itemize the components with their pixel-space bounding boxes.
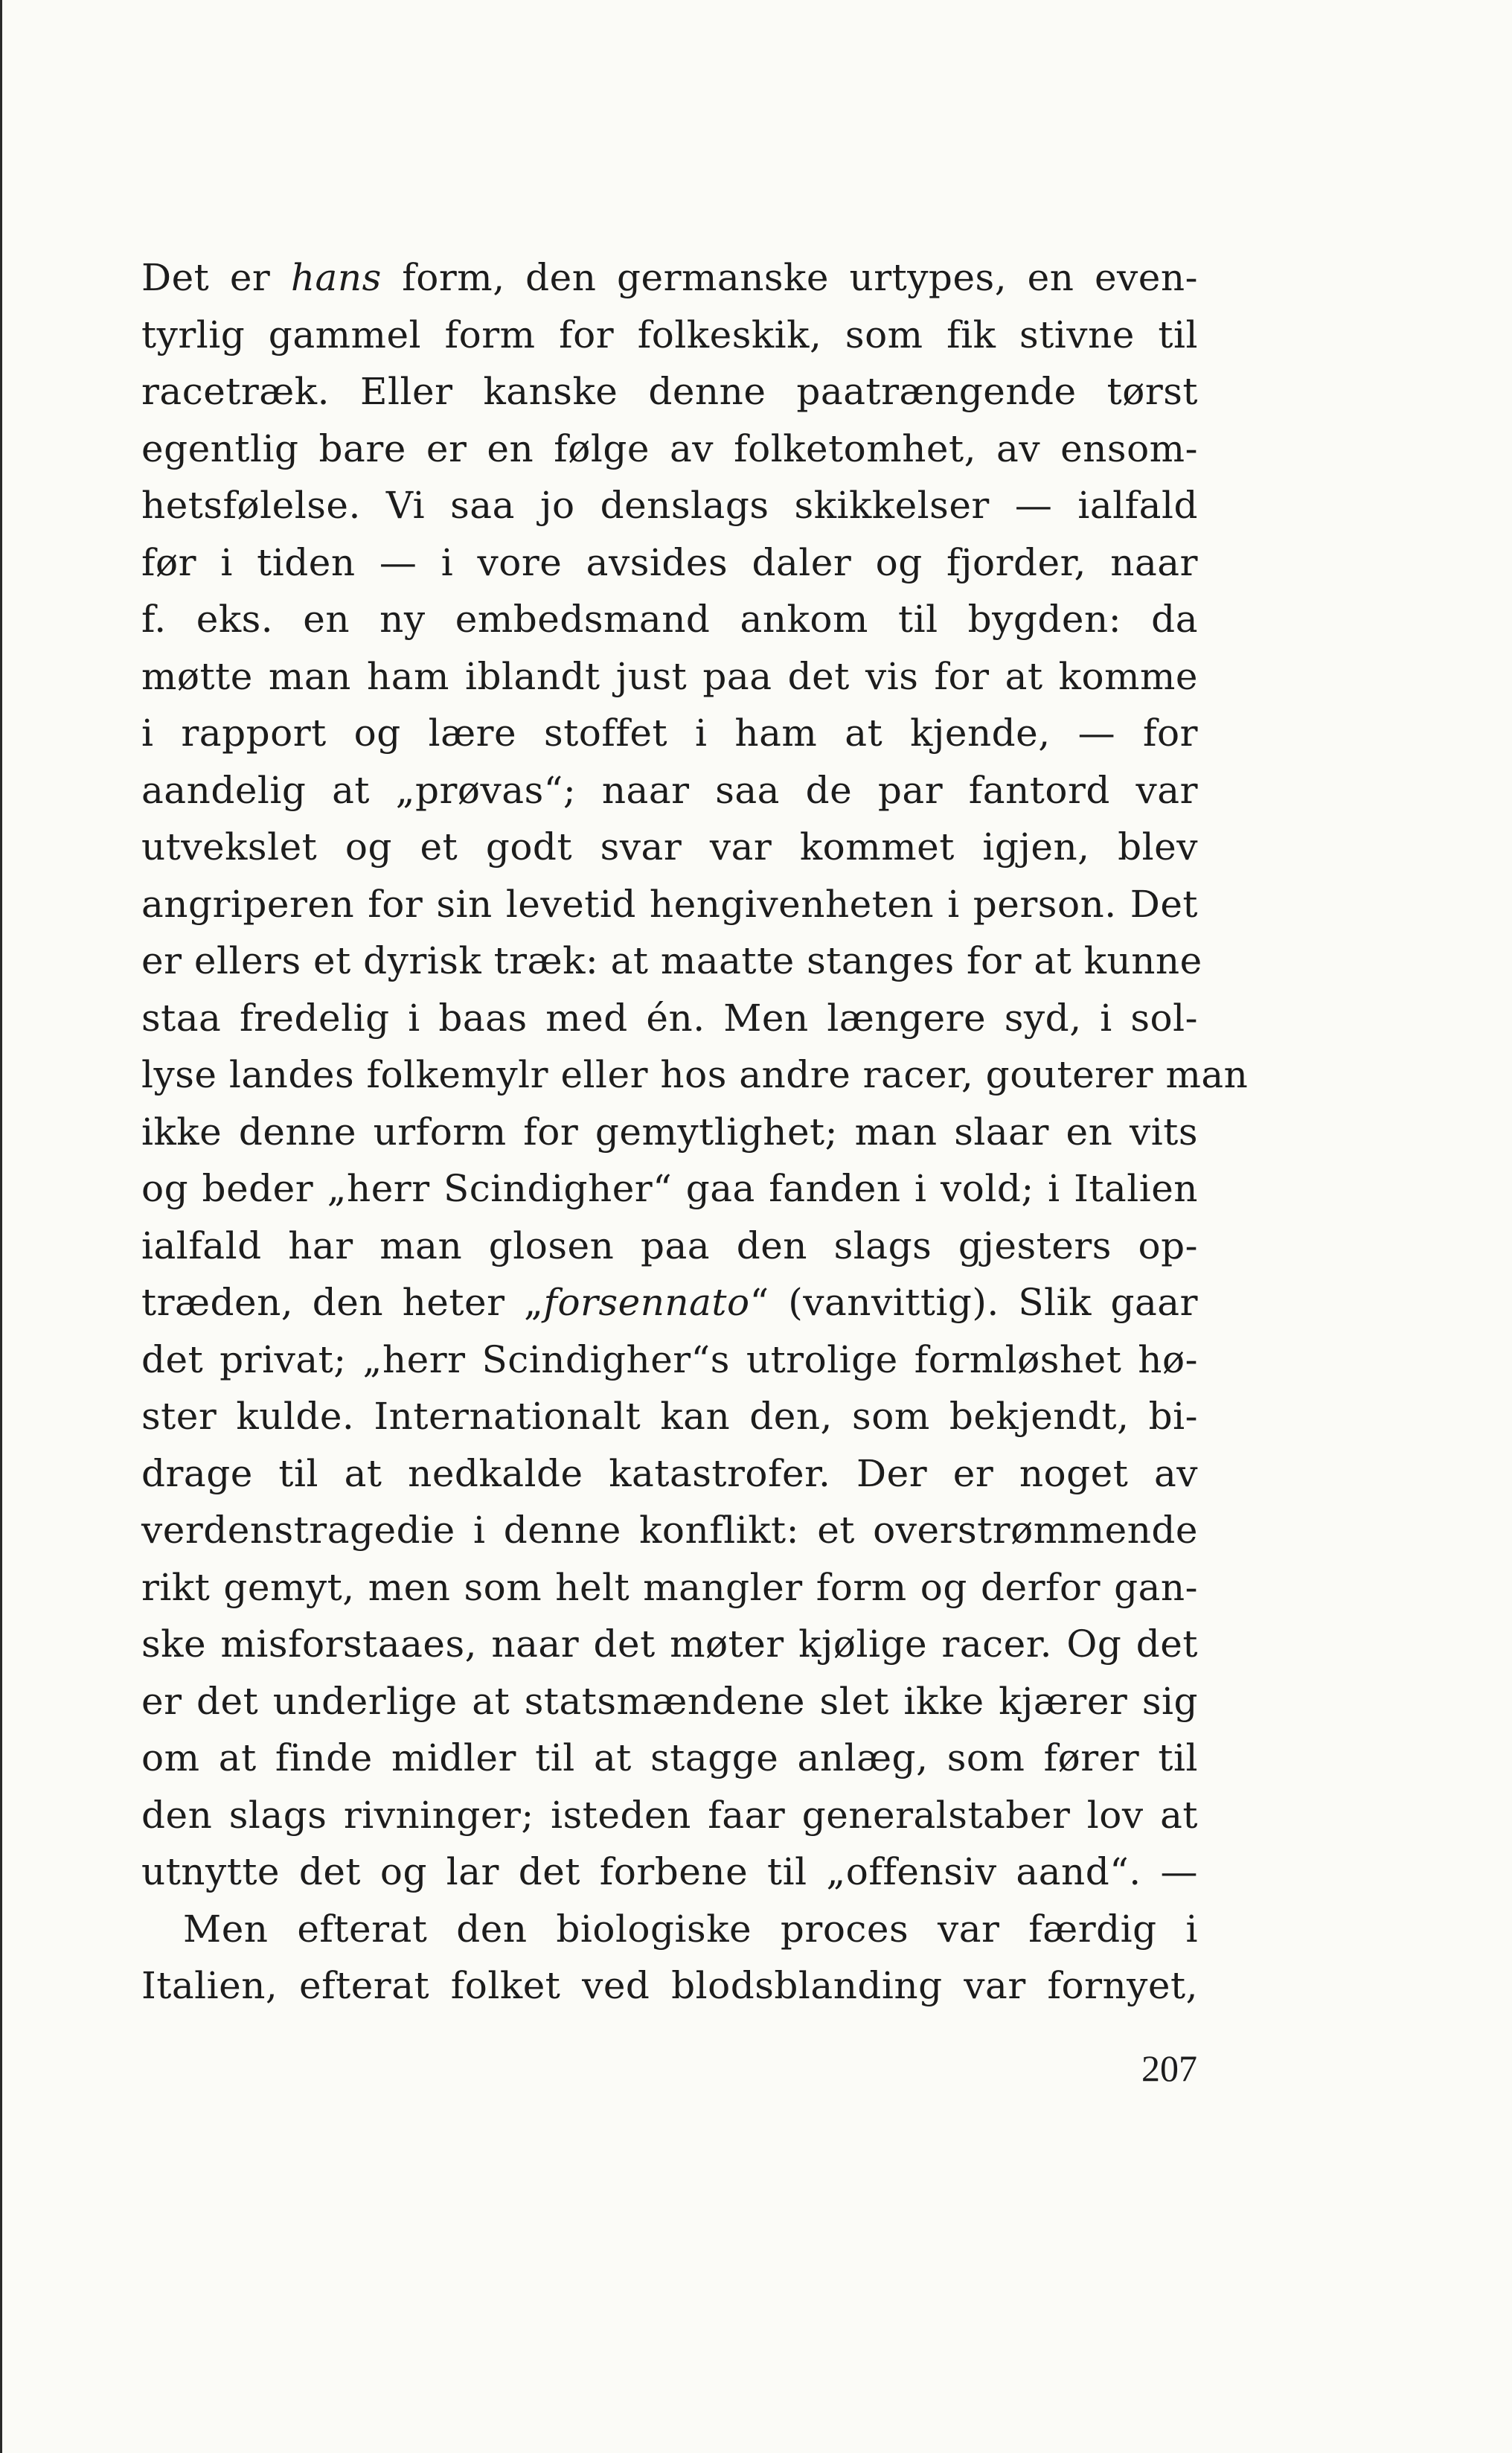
text-line: Det er hans form, den germanske urtypes, en even- [141, 256, 1198, 299]
text-line: aandelig at „prøvas“; naar saa de par fantord var [141, 768, 1198, 812]
text-line: tyrlig gammel form for folkeskik, som fik stivne til [141, 313, 1198, 356]
text-line: staa fredelig i baas med én. Men længere syd, i sol- [141, 996, 1198, 1040]
text-line: verdenstragedie i denne konflikt: et overstrømmende [141, 1509, 1198, 1552]
page-number: 207 [1141, 2047, 1197, 2089]
text-line: møtte man ham iblandt just paa det vis for at komme [141, 654, 1198, 698]
text-line: det privat; „herr Scindigher“s utrolige formløshet hø- [141, 1337, 1198, 1381]
text-line: ster kulde. Internationalt kan den, som bekjendt, bi- [141, 1395, 1198, 1438]
text-line: hetsfølelse. Vi saa jo denslags skikkelser — ialfald [141, 484, 1198, 527]
text-line: utnytte det og lar det forbene til „offensiv aand“. — [141, 1850, 1198, 1893]
text-line: drage til at nedkalde katastrofer. Der er noget av [141, 1451, 1198, 1495]
text-line: om at finde midler til at stagge anlæg, som fører til [141, 1736, 1198, 1779]
text-line: Italien, efterat folket ved blodsblanding var fornyet, [141, 1964, 1198, 2007]
text-line: rikt gemyt, men som helt mangler form og derfor gan- [141, 1565, 1198, 1609]
text-line: den slags rivninger; isteden faar generalstaber lov at [141, 1793, 1198, 1837]
text-line: lyse landes folkemylr eller hos andre racer, gouterer man [141, 1053, 1249, 1096]
text-line: angriperen for sin levetid hengivenheten i person. Det [141, 882, 1198, 926]
text-line: racetræk. Eller kanske denne paatrængende tørst [141, 370, 1198, 413]
text-line: i rapport og lære stoffet i ham at kjende, — for [141, 711, 1198, 755]
text-body [141, 249, 1249, 2015]
text-line: ialfald har man glosen paa den slags gjesters op- [141, 1224, 1198, 1267]
text-line: egentlig bare er en følge av folketomhet, av ensom- [141, 426, 1198, 470]
text-line: ikke denne urform for gemytlighet; man slaar en vits [141, 1110, 1198, 1154]
text-line: før i tiden — i vore avsides daler og fjorder, naar [141, 540, 1198, 584]
paragraph-start-line: Men efterat den biologiske proces var færdig i [183, 1907, 1198, 1951]
page-edge [0, 0, 2, 2453]
text-line: utvekslet og et godt svar var kommet igjen, blev [141, 825, 1198, 869]
text-line: træden, den heter „forsennato“ (vanvittig). Slik gaar [141, 1281, 1198, 1324]
text-line: ske misforstaaes, naar det møter kjølige racer. Og det [141, 1622, 1198, 1666]
text-line: og beder „herr Scindigher“ gaa fanden i vold; i Italien [141, 1167, 1198, 1210]
text-line: f. eks. en ny embedsmand ankom til bygden: da [141, 598, 1198, 641]
text-line: er det underlige at statsmændene slet ikke kjærer sig [141, 1679, 1198, 1723]
text-line: er ellers et dyrisk træk: at maatte stanges for at kunne [141, 939, 1202, 982]
